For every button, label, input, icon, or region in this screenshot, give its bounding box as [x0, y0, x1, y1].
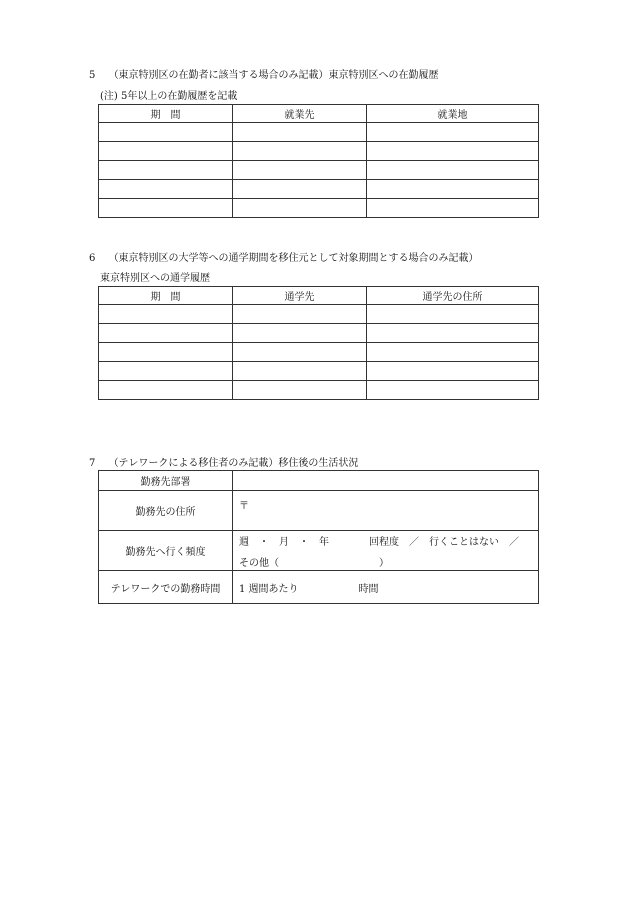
table-row	[99, 571, 539, 604]
school-cell[interactable]	[233, 343, 367, 362]
school-address-cell[interactable]	[367, 381, 539, 400]
telework-hours-field[interactable]: 1 週間あたり 時間	[233, 571, 539, 604]
section7-heading	[89, 454, 358, 469]
period-cell[interactable]	[99, 123, 233, 142]
period-cell[interactable]	[99, 305, 233, 324]
table-header-row	[99, 105, 539, 123]
section5-note: (注) 5年以上の在勤履歴を記載	[100, 91, 238, 102]
telework-status-table	[98, 470, 539, 604]
frequency-field[interactable]	[233, 531, 539, 571]
school-history-table	[98, 286, 539, 400]
section6-title: （東京特別区の大学等への通学期間を移住元として対象期間とする場合のみ記載）	[108, 253, 479, 264]
period-cell[interactable]	[99, 161, 233, 180]
school-cell[interactable]	[233, 362, 367, 381]
workplace-cell[interactable]	[233, 123, 367, 142]
section6-heading	[89, 249, 479, 264]
header-workplace: 就業先	[233, 105, 367, 123]
school-cell[interactable]	[233, 381, 367, 400]
header-period: 期 間	[99, 105, 233, 123]
work-location-cell[interactable]	[367, 199, 539, 218]
frequency-other: その他（ ）	[239, 557, 389, 569]
section5-heading	[89, 66, 439, 81]
period-cell[interactable]	[99, 362, 233, 381]
period-cell[interactable]	[99, 343, 233, 362]
period-cell[interactable]	[99, 180, 233, 199]
table-header-row	[99, 287, 539, 305]
school-cell[interactable]	[233, 305, 367, 324]
table-row	[99, 381, 539, 400]
workplace-cell[interactable]	[233, 180, 367, 199]
table-row	[99, 199, 539, 218]
work-location-cell[interactable]	[367, 180, 539, 199]
work-history-table	[98, 104, 539, 218]
period-cell[interactable]	[99, 199, 233, 218]
section6-number: 6	[89, 253, 96, 264]
table-row	[99, 471, 539, 491]
table-row	[99, 305, 539, 324]
section7-title: （テレワークによる移住者のみ記載）移住後の生活状況	[108, 458, 359, 469]
table-row	[99, 343, 539, 362]
work-location-cell[interactable]	[367, 142, 539, 161]
frequency-label: 勤務先へ行く頻度	[99, 531, 233, 571]
table-row	[99, 180, 539, 199]
work-location-cell[interactable]	[367, 161, 539, 180]
school-cell[interactable]	[233, 324, 367, 343]
header-period: 期 間	[99, 287, 233, 305]
school-address-cell[interactable]	[367, 305, 539, 324]
section7-number: 7	[89, 458, 96, 469]
table-row	[99, 362, 539, 381]
section6-subtitle: 東京特別区への通学履歴	[100, 273, 210, 284]
frequency-options: 週 ・ 月 ・ 年 回程度 ／ 行くことはない ／	[239, 536, 519, 548]
period-cell[interactable]	[99, 381, 233, 400]
table-row	[99, 531, 539, 571]
table-row	[99, 161, 539, 180]
work-location-cell[interactable]	[367, 123, 539, 142]
table-row	[99, 491, 539, 531]
table-row	[99, 123, 539, 142]
address-label: 勤務先の住所	[99, 491, 233, 531]
department-label: 勤務先部署	[99, 471, 233, 491]
workplace-cell[interactable]	[233, 199, 367, 218]
workplace-cell[interactable]	[233, 161, 367, 180]
header-school-address: 通学先の住所	[367, 287, 539, 305]
table-row	[99, 324, 539, 343]
table-row	[99, 142, 539, 161]
school-address-cell[interactable]	[367, 362, 539, 381]
school-address-cell[interactable]	[367, 343, 539, 362]
period-cell[interactable]	[99, 142, 233, 161]
department-field[interactable]	[233, 471, 539, 491]
school-address-cell[interactable]	[367, 324, 539, 343]
section5-title: （東京特別区の在勤者に該当する場合のみ記載）東京特別区への在勤履歴	[108, 70, 439, 81]
header-school: 通学先	[233, 287, 367, 305]
workplace-cell[interactable]	[233, 142, 367, 161]
address-field[interactable]: 〒	[233, 491, 539, 531]
header-work-location: 就業地	[367, 105, 539, 123]
section5-number: 5	[89, 70, 96, 81]
telework-hours-label: テレワークでの勤務時間	[99, 571, 233, 604]
period-cell[interactable]	[99, 324, 233, 343]
